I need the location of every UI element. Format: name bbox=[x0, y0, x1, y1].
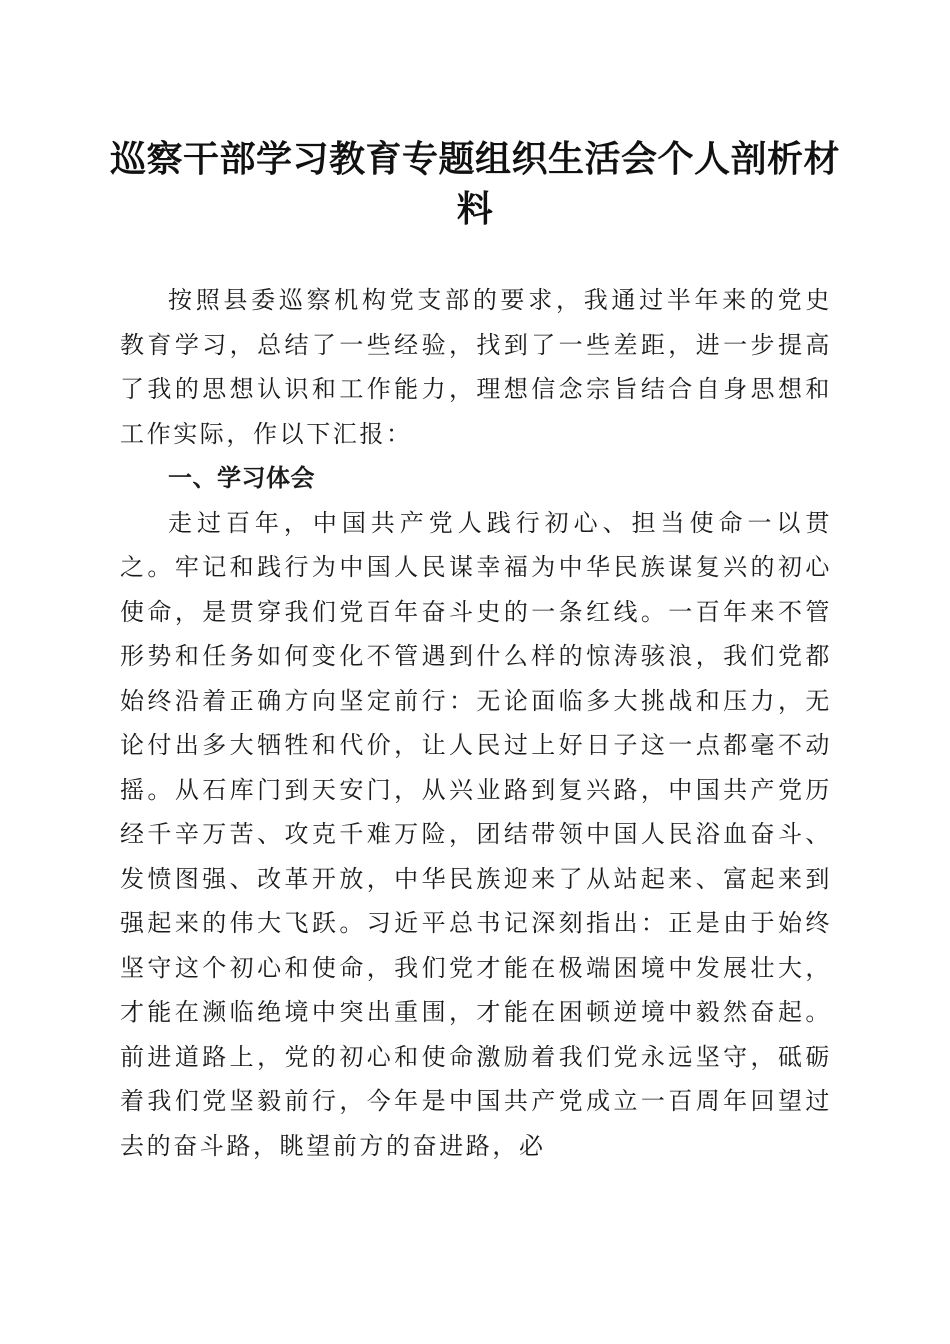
section-heading: 一、学习体会 bbox=[168, 464, 315, 492]
section-paragraph: 走过百年，中国共产党人践行初心、担当使命一以贯之。牢记和践行为中国人民谋幸福为中华民族谋复兴的初心使命，是贯穿我们党百年奋斗史的一条红线。一百年来不管形势和任务如何变化不管遇到什么样的惊涛骇浪，我们党都始终沿着正确方向坚定前行：无论面临多大挑战和压力，无论付出多大牺牲和代价，让人民过上好日子这一点都毫不动摇。从石库门到天安门，从兴业路到复兴路，中国共产党历经千辛万苦、攻克千难万险，团结带领中国人民浴血奋斗、发愤图强、改革开放，中华民族迎来了从站起来、富起来到强起来的伟大飞跃。习近平总书记深刻指出：正是由于始终坚守这个初心和使命，我们党才能在极端困境中发展壮大，才能在濒临绝境中突出重围，才能在困顿逆境中毅然奋起。前进道路上，党的初心和使命激励着我们党永远坚守，砥砺着我们党坚毅前行，今年是中国共产党成立一百周年回望过去的奋斗路，眺望前方的奋进路，必 bbox=[120, 508, 832, 1160]
document-body bbox=[120, 278, 832, 1168]
intro-paragraph: 按照县委巡察机构党支部的要求，我通过半年来的党史教育学习，总结了一些经验，找到了一些差距，进一步提高了我的思想认识和工作能力，理想信念宗旨结合自身思想和工作实际，作以下汇报： bbox=[120, 286, 832, 448]
document-title: 巡察干部学习教育专题组织生活会个人剖析材料 bbox=[110, 138, 841, 230]
